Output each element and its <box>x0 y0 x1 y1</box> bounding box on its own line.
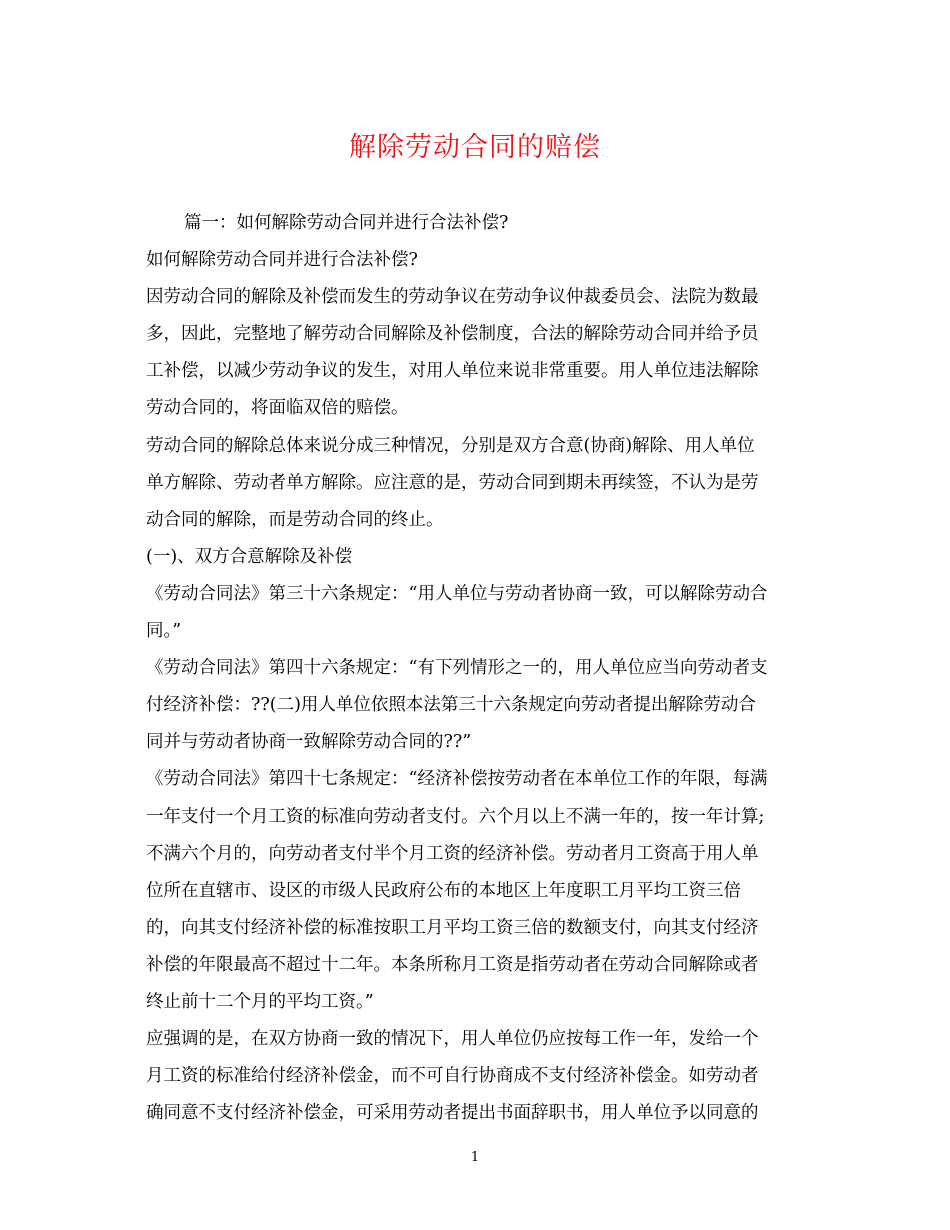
text-line: 篇一：如何解除劳动合同并进行合法补偿? <box>184 213 509 233</box>
document-body <box>146 205 806 1132</box>
text-line: 位所在直辖市、设区的市级人民政府公布的本地区上年度职工月平均工资三倍 <box>146 880 741 901</box>
text-line: 多，因此，完整地了解劳动合同解除及补偿制度，合法的解除劳动合同并给予员 <box>146 324 759 345</box>
text-line: (一)、双方合意解除及补偿 <box>146 546 353 567</box>
text-line: 一年支付一个月工资的标准向劳动者支付。六个月以上不满一年的，按一年计算; <box>146 806 765 827</box>
text-line: 月工资的标准给付经济补偿金，而不可自行协商成不支付经济补偿金。如劳动者 <box>146 1066 759 1087</box>
text-line: 付经济补偿：??(二)用人单位依照本法第三十六条规定向劳动者提出解除劳动合 <box>146 695 756 716</box>
document-title: 解除劳动合同的赔偿 <box>349 132 601 163</box>
text-line: 动合同的解除，而是劳动合同的终止。 <box>146 509 444 530</box>
text-line: 劳动合同的，将面临双倍的赔偿。 <box>146 398 409 419</box>
text-line: 《劳动合同法》第三十六条规定：“用人单位与劳动者协商一致，可以解除劳动合 <box>146 583 768 604</box>
text-line: 《劳动合同法》第四十六条规定：“有下列情形之一的，用人单位应当向劳动者支 <box>146 658 768 679</box>
text-line: 的，向其支付经济补偿的标准按职工月平均工资三倍的数额支付，向其支付经济 <box>146 917 759 938</box>
text-line: 不满六个月的，向劳动者支付半个月工资的经济补偿。劳动者月工资高于用人单 <box>146 843 759 864</box>
text-line: 单方解除、劳动者单方解除。应注意的是，劳动合同到期未再续签，不认为是劳 <box>146 472 759 493</box>
text-line: 同并与劳动者协商一致解除劳动合同的??” <box>146 732 472 753</box>
text-line: 确同意不支付经济补偿金，可采用劳动者提出书面辞职书，用人单位予以同意的 <box>146 1103 759 1124</box>
text-line: 如何解除劳动合同并进行合法补偿? <box>146 250 418 271</box>
text-line: 工补偿，以减少劳动争议的发生，对用人单位来说非常重要。用人单位违法解除 <box>146 361 759 382</box>
text-line: 补偿的年限最高不超过十二年。本条所称月工资是指劳动者在劳动合同解除或者 <box>146 954 759 975</box>
text-line: 劳动合同的解除总体来说分成三种情况，分别是双方合意(协商)解除、用人单位 <box>146 435 755 456</box>
text-line: 因劳动合同的解除及补偿而发生的劳动争议在劳动争议仲裁委员会、法院为数最 <box>146 287 759 308</box>
text-line: 同。” <box>146 621 182 642</box>
text-line: 《劳动合同法》第四十七条规定：“经济补偿按劳动者在本单位工作的年限，每满 <box>146 769 768 790</box>
page-number: 1 <box>470 1150 480 1165</box>
text-line: 应强调的是，在双方协商一致的情况下，用人单位仍应按每工作一年，发给一个 <box>146 1029 759 1050</box>
text-line: 终止前十二个月的平均工资。” <box>146 991 374 1012</box>
